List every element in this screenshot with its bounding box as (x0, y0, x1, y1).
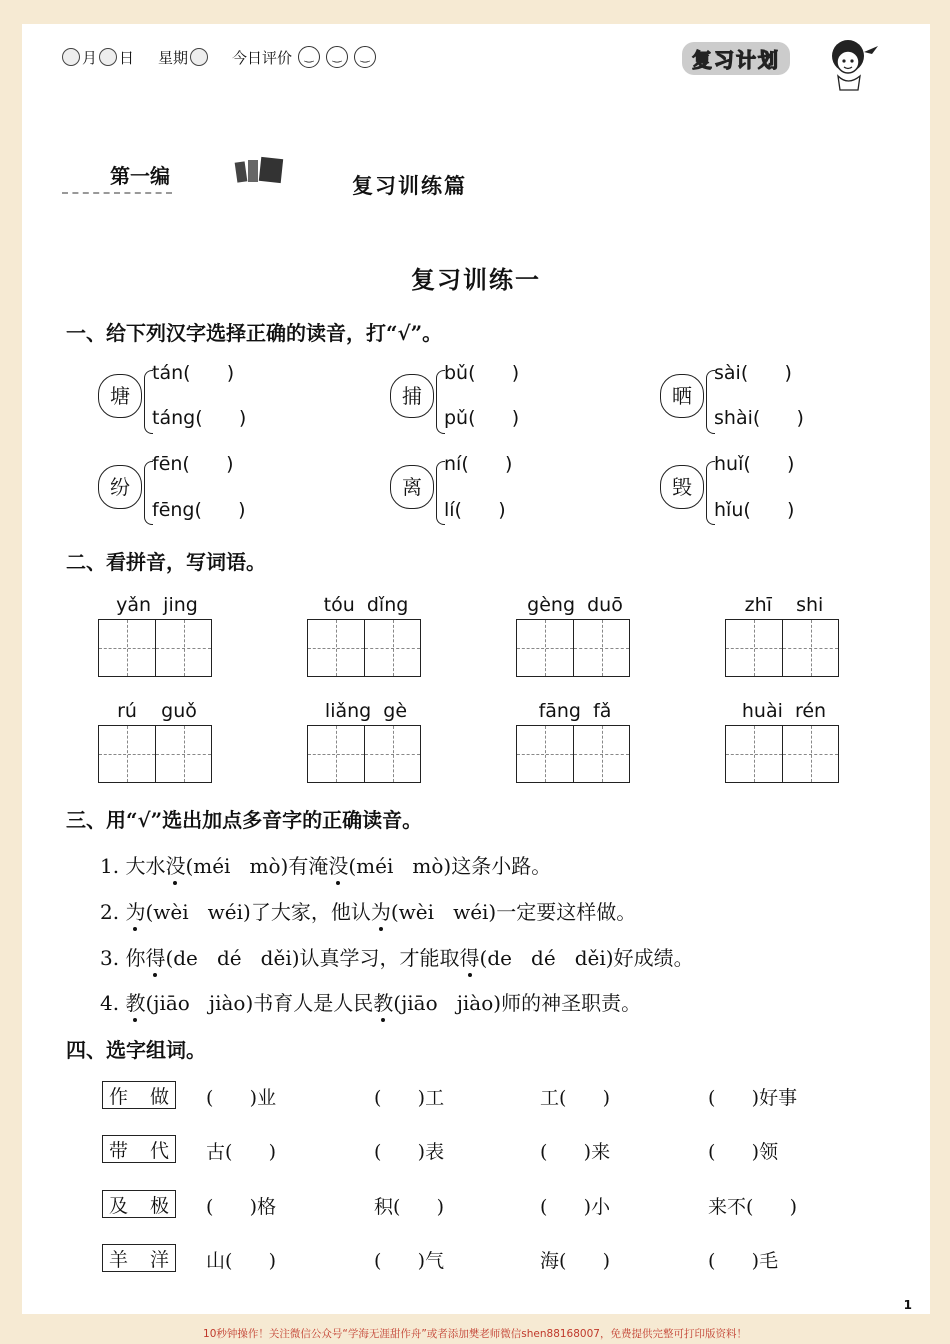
char-choice-box (102, 1190, 176, 1218)
grid-pinyin: yǎn jing (116, 594, 198, 616)
word-blank[interactable]: 来不( ) (708, 1196, 798, 1218)
sentence-2 (100, 896, 636, 925)
day-label: 日 (119, 48, 135, 67)
sentence-3 (100, 942, 694, 971)
choice-char: 代 (149, 1139, 169, 1162)
sentence-text: (jiāo jiào)师的神圣职责。 (393, 991, 642, 1015)
writing-grid[interactable] (307, 619, 421, 677)
banner-title: 复习训练篇 (352, 173, 467, 198)
word-blank[interactable]: ( )好事 (708, 1087, 798, 1109)
month-label: 月 (82, 48, 98, 67)
q2-title: 二、看拼音，写词语。 (66, 550, 266, 574)
dotted-char: 教 (373, 987, 393, 1016)
char-circle: 塘 (98, 374, 142, 418)
word-blank[interactable]: ( )业 (206, 1087, 277, 1109)
dotted-char: 为 (125, 896, 145, 925)
grid-pinyin: rú guǒ (117, 700, 197, 722)
sentence-text: (jiāo jiào)书育人是人民 (145, 991, 374, 1015)
grid-pinyin: zhī shi (744, 594, 824, 616)
worksheet-page (22, 24, 930, 1314)
pinyin-option[interactable]: fēng( ) (152, 499, 246, 521)
item-number: 1. (100, 854, 120, 878)
choice-char: 及 (109, 1194, 129, 1217)
dotted-char: 教 (125, 987, 145, 1016)
word-blank[interactable]: 工( ) (540, 1087, 611, 1109)
q4-title: 四、选字组词。 (66, 1038, 206, 1062)
date-header (62, 46, 376, 68)
char-circle: 晒 (660, 374, 704, 418)
smiley-icon: ‿ (326, 46, 348, 68)
pinyin-option[interactable]: tán( ) (152, 362, 235, 384)
pinyin-option[interactable]: bǔ( ) (444, 362, 520, 384)
banner-line (62, 192, 172, 194)
writing-grid[interactable] (516, 619, 630, 677)
pinyin-option[interactable]: fēn( ) (152, 453, 234, 475)
pinyin-option[interactable]: shài( ) (714, 407, 804, 429)
char-choice-box (102, 1244, 176, 1272)
grid-pinyin: liǎng gè (324, 700, 408, 722)
word-blank[interactable]: 山( ) (206, 1250, 277, 1272)
char-choice-box (102, 1081, 176, 1109)
day-blank (99, 48, 117, 66)
writing-grid[interactable] (307, 725, 421, 783)
sentence-text: 大水 (125, 854, 166, 878)
sentence-text: (méi mò)有淹 (185, 854, 329, 878)
dotted-char: 得 (460, 942, 480, 971)
word-blank[interactable]: ( )领 (708, 1141, 779, 1163)
grid-pinyin: tóu dǐng (323, 594, 409, 616)
word-blank[interactable]: ( )气 (374, 1250, 445, 1272)
page-title: 复习训练一 (411, 265, 541, 294)
word-blank[interactable]: ( )毛 (708, 1250, 779, 1272)
dotted-char: 没 (165, 850, 185, 879)
rating-label: 今日评价 (232, 48, 293, 67)
word-blank[interactable]: ( )表 (374, 1141, 445, 1163)
item-number: 2. (100, 900, 120, 924)
writing-grid[interactable] (98, 619, 212, 677)
sentence-text: (wèi wéi)一定要这样做。 (390, 900, 637, 924)
char-circle: 离 (390, 465, 434, 509)
choice-char: 洋 (149, 1248, 169, 1271)
pinyin-option[interactable]: sài( ) (714, 362, 792, 384)
sentence-4 (100, 987, 641, 1016)
sentence-text: (de dé děi)认真学习，才能取 (165, 946, 460, 970)
sentence-1 (100, 850, 551, 879)
books-icon (234, 156, 286, 186)
sentence-text: (de dé děi)好成绩。 (479, 946, 694, 970)
char-choice-box (102, 1135, 176, 1163)
choice-char: 做 (149, 1085, 169, 1108)
word-blank[interactable]: ( )工 (374, 1087, 445, 1109)
char-circle: 纷 (98, 465, 142, 509)
writing-grid[interactable] (516, 725, 630, 783)
girl-mascot-icon (820, 32, 880, 92)
item-number: 4. (100, 991, 120, 1015)
grid-pinyin: gèng duō (527, 594, 623, 616)
weekday-label: 星期 (158, 48, 189, 67)
dotted-char: 得 (145, 942, 165, 971)
grid-pinyin: huài rén (741, 700, 827, 722)
pinyin-option[interactable]: lí( ) (444, 499, 506, 521)
pinyin-option[interactable]: táng( ) (152, 407, 247, 429)
pinyin-option[interactable]: hǐu( ) (714, 499, 795, 521)
page-number: 1 (903, 1298, 912, 1312)
dotted-char: 没 (328, 850, 348, 879)
section-banner (62, 164, 682, 204)
sentence-text: 你 (125, 946, 146, 970)
item-number: 3. (100, 946, 120, 970)
writing-grid[interactable] (725, 619, 839, 677)
char-circle: 毁 (660, 465, 704, 509)
pinyin-option[interactable]: ní( ) (444, 453, 513, 475)
sentence-text: (wèi wéi)了大家，他认 (145, 900, 371, 924)
smiley-icon: ‿ (354, 46, 376, 68)
word-blank[interactable]: ( )来 (540, 1141, 611, 1163)
pinyin-option[interactable]: pǔ( ) (444, 407, 520, 429)
grid-pinyin: fāng fǎ (538, 700, 612, 722)
dotted-char: 为 (371, 896, 391, 925)
word-blank[interactable]: ( )格 (206, 1196, 277, 1218)
pinyin-option[interactable]: huǐ( ) (714, 453, 795, 475)
weekday-blank (190, 48, 208, 66)
word-blank[interactable]: 积( ) (374, 1196, 445, 1218)
writing-grid[interactable] (725, 725, 839, 783)
sentence-text: (méi mò)这条小路。 (348, 854, 552, 878)
q3-title: 三、用“√”选出加点多音字的正确读音。 (66, 808, 423, 832)
footer-notice: 10秒钟操作！关注微信公众号“学海无涯甜作舟”或者添加樊老师微信shen88168007，免费提供完整可打印版资料！ (203, 1328, 747, 1340)
writing-grid[interactable] (98, 725, 212, 783)
word-blank[interactable]: 古( ) (206, 1141, 277, 1163)
volume-label: 第一编 (110, 164, 170, 188)
word-blank[interactable]: 海( ) (540, 1250, 611, 1272)
char-circle: 捕 (390, 374, 434, 418)
choice-char: 羊 (109, 1248, 129, 1271)
month-blank (62, 48, 80, 66)
q1-title: 一、给下列汉字选择正确的读音，打“√”。 (66, 321, 443, 345)
review-plan-badge: 复习计划 (682, 42, 790, 75)
choice-char: 作 (109, 1085, 129, 1108)
choice-char: 带 (109, 1139, 129, 1162)
word-blank[interactable]: ( )小 (540, 1196, 611, 1218)
smiley-icon: ‿ (298, 46, 320, 68)
choice-char: 极 (149, 1194, 169, 1217)
